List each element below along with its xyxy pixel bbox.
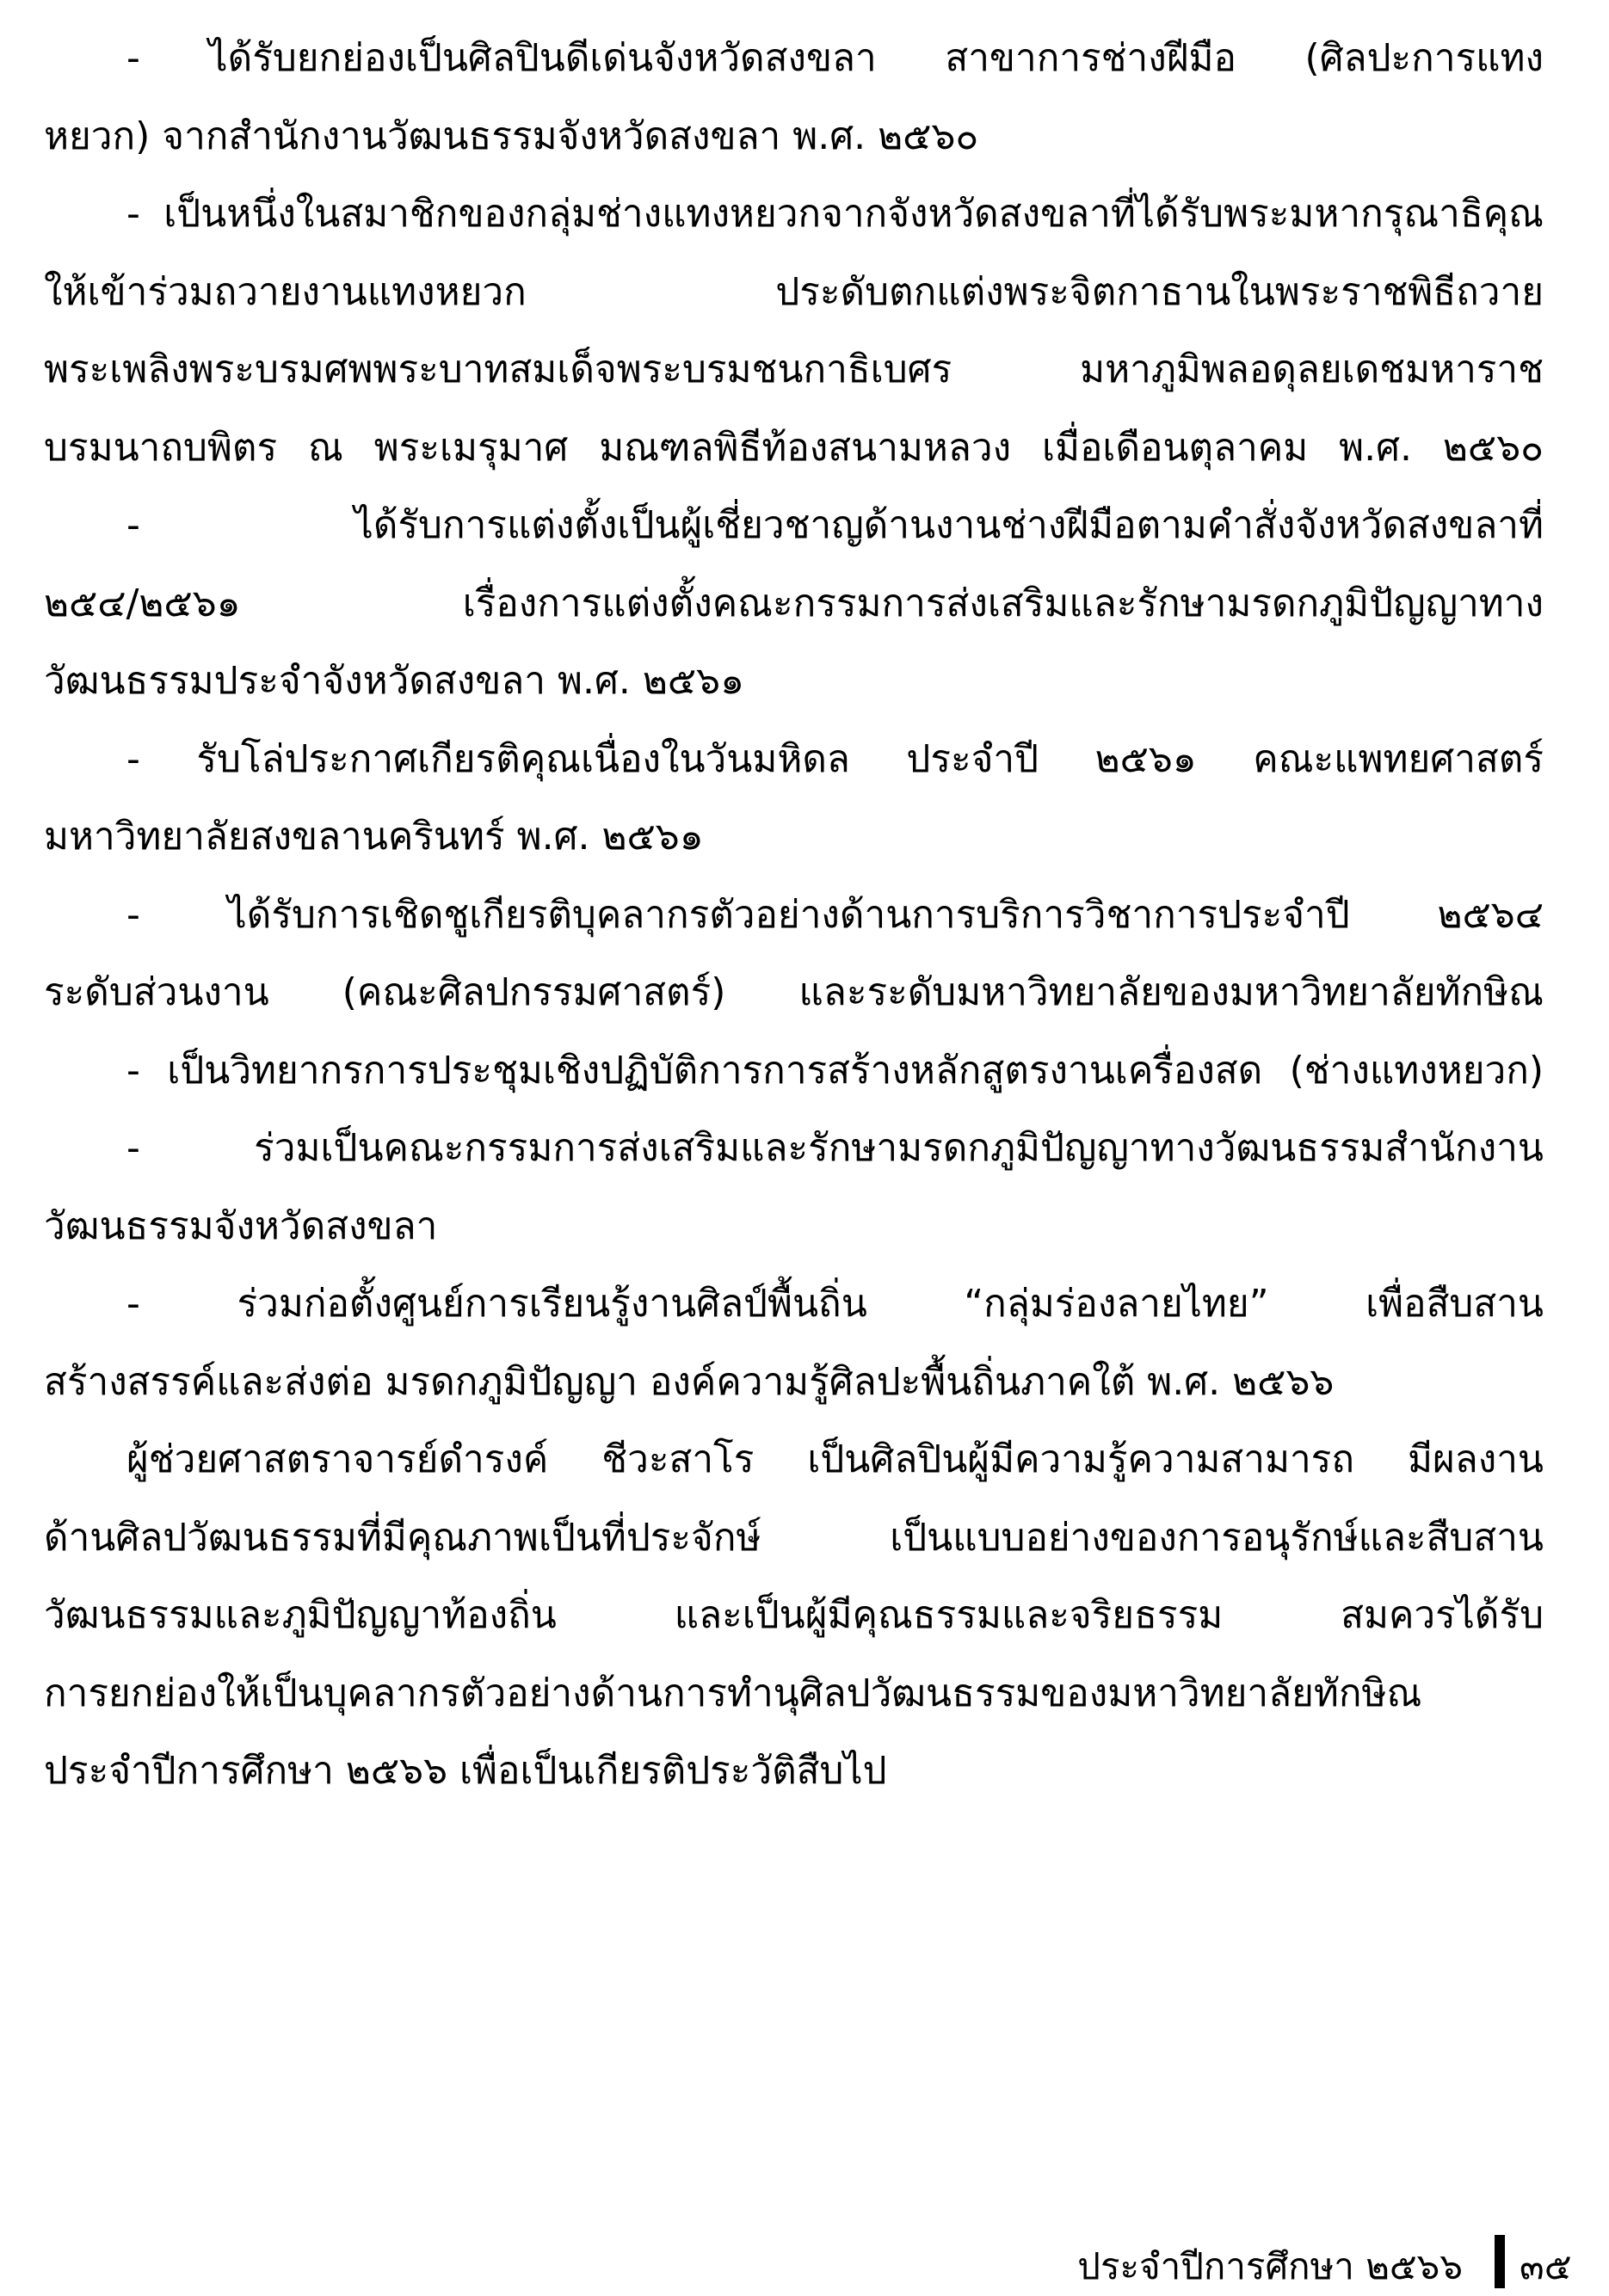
body-text — [44, 20, 1544, 1811]
text-line: วัฒนธรรมจังหวัดสงขลา — [44, 1203, 438, 1248]
footer-label: ประจำปีการศึกษา ๒๕๖๖ — [1077, 2245, 1463, 2287]
text-line: - เป็นวิทยากรการประชุมเชิงปฏิบัติการการสร้างหลักสูตรงานเครื่องสด (ช่างแทงหยวก) — [126, 1048, 1544, 1093]
text-line: - ได้รับการแต่งตั้งเป็นผู้เชี่ยวชาญด้านงานช่างฝีมือตามคำสั่งจังหวัดสงขลาที่ — [126, 503, 1544, 547]
paragraph — [44, 175, 1544, 487]
text-line: หยวก) จากสำนักงานวัฒนธรรมจังหวัดสงขลา พ.ศ. ๒๕๖๐ — [44, 114, 979, 158]
text-line: บรมนาถบพิตร ณ พระเมรุมาศ มณฑลพิธีท้องสนามหลวง เมื่อเดือนตุลาคม พ.ศ. ๒๕๖๐ — [44, 425, 1544, 470]
paragraph — [44, 1265, 1544, 1421]
text-line: การยกย่องให้เป็นบุคลากรตัวอย่างด้านการทำนุศิลปวัฒนธรรมของมหาวิทยาลัยทักษิณ — [44, 1671, 1422, 1715]
text-line: วัฒนธรรมและภูมิปัญญาท้องถิ่น และเป็นผู้มีคุณธรรมและจริยธรรม สมควรได้รับ — [44, 1593, 1544, 1637]
text-line: สร้างสรรค์และส่งต่อ มรดกภูมิปัญญา องค์ความรู้ศิลปะพื้นถิ่นภาคใต้ พ.ศ. ๒๕๖๖ — [44, 1359, 1335, 1404]
text-line: ผู้ช่วยศาสตราจารย์ดำรงค์ ชีวะสาโร เป็นศิลปินผู้มีความรู้ความสามารถ มีผลงาน — [126, 1437, 1544, 1481]
paragraph — [44, 20, 1544, 175]
paragraph — [44, 721, 1544, 877]
text-line: ระดับส่วนงาน (คณะศิลปกรรมศาสตร์) และระดับมหาวิทยาลัยของมหาวิทยาลัยทักษิณ — [44, 970, 1544, 1014]
footer-divider — [1495, 2235, 1505, 2288]
text-line: ประจำปีการศึกษา ๒๕๖๖ เพื่อเป็นเกียรติประวัติสืบไป — [44, 1749, 887, 1793]
paragraph — [44, 1110, 1544, 1265]
text-line: ๒๕๔/๒๕๖๑ เรื่องการแต่งตั้งคณะกรรมการส่งเสริมและรักษามรดกภูมิปัญญาทาง — [44, 581, 1544, 625]
text-line: ให้เข้าร่วมถวายงานแทงหยวก ประดับตกแต่งพระจิตกาธานในพระราชพิธีถวาย — [44, 269, 1544, 314]
page-number: ๓๕ — [1520, 2245, 1572, 2287]
text-line: - ร่วมก่อตั้งศูนย์การเรียนรู้งานศิลป์พื้นถิ่น “กลุ่มร่องลายไทย” เพื่อสืบสาน — [126, 1282, 1544, 1326]
text-line: ด้านศิลปวัฒนธรรมที่มีคุณภาพเป็นที่ประจักษ์ เป็นแบบอย่างของการอนุรักษ์และสืบสาน — [44, 1515, 1544, 1560]
text-line: - เป็นหนึ่งในสมาชิกของกลุ่มช่างแทงหยวกจากจังหวัดสงขลาที่ได้รับพระมหากรุณาธิคุณ — [126, 192, 1544, 236]
text-line: - รับโล่ประกาศเกียรติคุณเนื่องในวันมหิดล ประจำปี ๒๕๖๑ คณะแพทยศาสตร์ — [126, 736, 1544, 781]
paragraph — [44, 877, 1544, 1032]
paragraph — [44, 1421, 1544, 1811]
text-line: - ร่วมเป็นคณะกรรมการส่งเสริมและรักษามรดกภูมิปัญญาทางวัฒนธรรมสำนักงาน — [126, 1126, 1544, 1170]
paragraph — [44, 1032, 1544, 1111]
text-line: วัฒนธรรมประจำจังหวัดสงขลา พ.ศ. ๒๕๖๑ — [44, 659, 745, 703]
text-line: พระเพลิงพระบรมศพพระบาทสมเด็จพระบรมชนกาธิเบศร มหาภูมิพลอดุลยเดชมหาราช — [44, 348, 1544, 391]
text-line: มหาวิทยาลัยสงขลานครินทร์ พ.ศ. ๒๕๖๑ — [44, 815, 704, 859]
text-line: - ได้รับการเชิดชูเกียรติบุคลากรตัวอย่างด้านการบริการวิชาการประจำปี ๒๕๖๔ — [126, 892, 1544, 937]
paragraph — [44, 487, 1544, 721]
text-line: - ได้รับยกย่องเป็นศิลปินดีเด่นจังหวัดสงขลา สาขาการช่างฝีมือ (ศิลปะการแทง — [126, 36, 1544, 80]
